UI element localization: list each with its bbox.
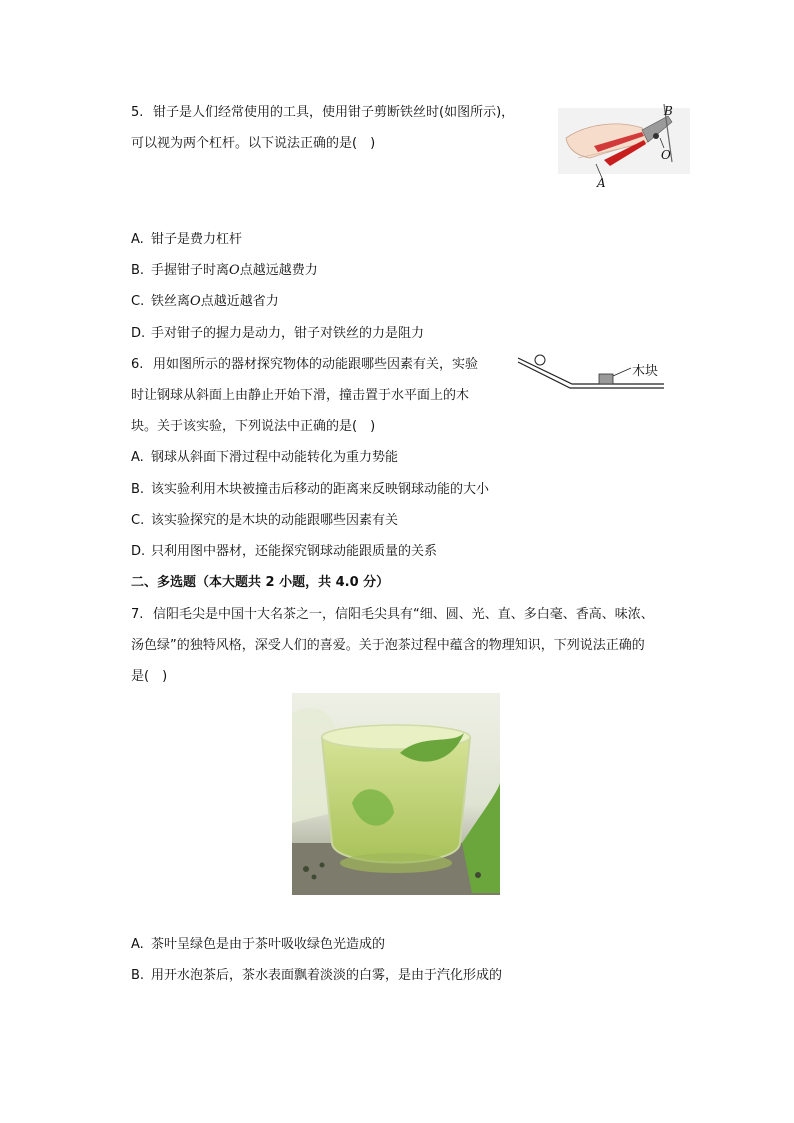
wood-block-label: 木块 — [632, 364, 659, 379]
q7-number: 7. — [131, 607, 144, 622]
q5-stem-line2: 可以视为两个杠杆。以下说法正确的是( ) — [131, 136, 376, 151]
q5-number: 5. — [131, 105, 144, 120]
q6-option-a[interactable]: A. 钢球从斜面下滑过程中动能转化为重力势能 — [131, 450, 399, 465]
q7-option-b[interactable]: B. 用开水泡茶后，茶水表面飘着淡淡的白雾，是由于汽化形成的 — [131, 968, 503, 983]
q7-option-a[interactable]: A. 茶叶呈绿色是由于茶叶吸收绿色光造成的 — [131, 937, 386, 952]
figure-label-b: B — [664, 104, 673, 118]
q6-option-c[interactable]: C. 该实验探究的是木块的动能跟哪些因素有关 — [131, 513, 399, 528]
q6-stem-line3: 块。关于该实验，下列说法中正确的是( ) — [131, 419, 376, 434]
q5-option-d[interactable]: D. 手对钳子的握力是动力，钳子对铁丝的力是阻力 — [131, 326, 425, 341]
q6-option-d[interactable]: D. 只利用图中器材，还能探究钢球动能跟质量的关系 — [131, 544, 438, 559]
q5-option-a[interactable]: A. 钳子是费力杠杆 — [131, 232, 243, 247]
q7-stem-line3: 是( ) — [131, 669, 168, 684]
q5-option-c[interactable]: C. 铁丝离O点越近越省力 — [131, 294, 279, 309]
q5-stem-line1: 5. 钳子是人们经常使用的工具，使用钳子剪断铁丝时(如图所示)， — [131, 105, 515, 120]
pivot-o — [653, 133, 659, 139]
q7-stem-line2: 汤色绿”的独特风格，深受人们的喜爱。关于泡茶过程中蕴含的物理知识，下列说法正确的 — [131, 638, 645, 653]
q5-option-b[interactable]: B. 手握钳子时离O点越远越费力 — [131, 263, 318, 278]
steel-ball — [535, 355, 545, 365]
green-tea-photo — [292, 693, 500, 895]
q6-option-b[interactable]: B. 该实验利用木块被撞击后移动的距离来反映钢球动能的大小 — [131, 482, 490, 497]
q6-number: 6. — [131, 357, 144, 372]
figure-label-a: A — [597, 176, 606, 190]
pliers-figure — [556, 102, 696, 192]
q6-stem-line1: 6. 用如图所示的器材探究物体的动能跟哪些因素有关，实验 — [131, 357, 479, 372]
figure-label-o: O — [661, 148, 671, 162]
q6-stem-line2: 时让钢球从斜面上由静止开始下滑，撞击置于水平面上的木 — [131, 388, 470, 403]
q7-stem-line1: 7. 信阳毛尖是中国十大名茶之一，信阳毛尖具有“细、圆、光、直、多白毫、香高、味浓、 — [131, 607, 654, 622]
wood-block — [599, 374, 613, 384]
section-heading-multiple-choice: 二、多选题（本大题共 2 小题，共 4.0 分） — [131, 575, 390, 590]
